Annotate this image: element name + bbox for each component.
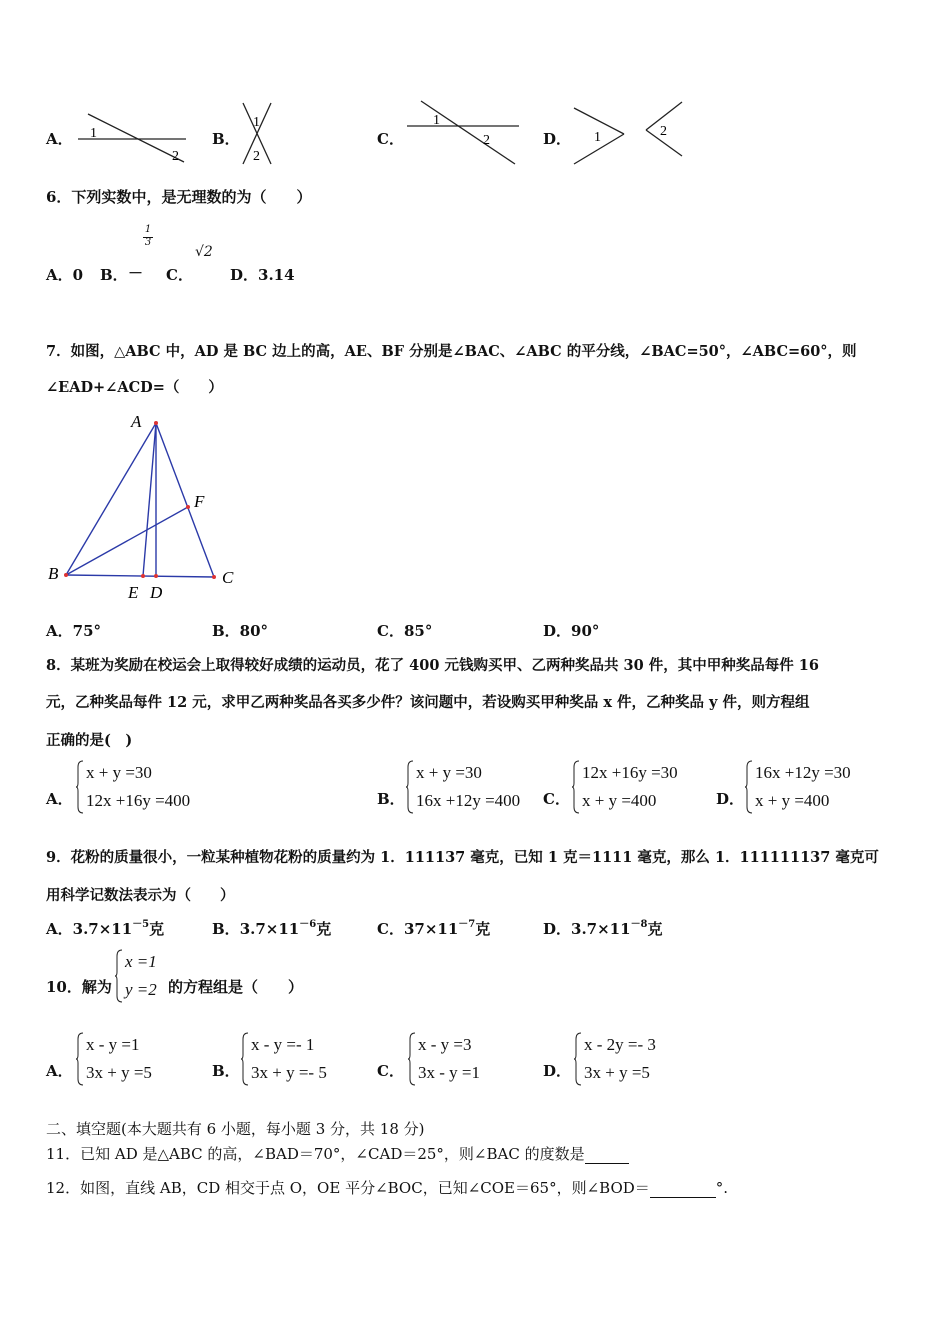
q7-triangle-figure [40, 405, 250, 605]
q11-text: 11．已知 AD 是△ABC 的高，∠BAD＝70°，∠CAD＝25°，则∠BAC 的度数是 [46, 1145, 585, 1163]
q12-line [46, 1177, 728, 1198]
q7-point-c [212, 575, 216, 579]
q9-a-exponent: －5 [132, 919, 150, 930]
q6-option-b-sign: － [128, 264, 144, 282]
q9-c-base: 37×11 [403, 920, 459, 938]
q5-c-transversal-line [421, 101, 515, 164]
q5-c-angle-2: 2 [483, 133, 490, 148]
q10-a-brace [76, 1031, 84, 1087]
q5-a-angle-1: 1 [90, 126, 97, 141]
q10-b-eq1: x - y =- 1 [251, 1035, 315, 1054]
q9-d-base: 3.7×11 [571, 920, 631, 938]
q9-option-b [212, 918, 331, 939]
q6-option-d: D．3.14 [230, 266, 295, 284]
q6-option-a: A．0 [46, 266, 84, 284]
q12-answer-blank[interactable] [650, 1183, 716, 1198]
q8-option-a-system [76, 759, 236, 815]
q8-c-eq1: 12x +16y =30 [582, 763, 678, 782]
q7-option-b: B．80° [212, 622, 269, 640]
q9-d-letter: D． [543, 920, 572, 938]
q7-label-e: E [128, 583, 139, 602]
q6-option-c-letter: C． [166, 266, 193, 284]
q5-option-a-figure [76, 110, 191, 165]
q7-point-e [141, 574, 145, 578]
q10-d-brace [574, 1031, 582, 1087]
q6-option-b-fraction [143, 225, 153, 248]
q10-solution-brace [115, 948, 123, 1004]
q8-a-eq1: x + y =30 [86, 763, 152, 782]
q7-option-d: D．90° [543, 622, 600, 640]
q10-option-a-system [76, 1031, 191, 1087]
q8-c-eq2: x + y =400 [582, 791, 657, 810]
q7-label-a: A [131, 412, 142, 431]
q10-option-b-letter: B． [212, 1062, 240, 1080]
q12-end: °. [715, 1179, 729, 1197]
q8-stem-line1: 8．某班为奖励在校运会上取得较好成绩的运动员，花了 400 元钱购买甲、乙两种奖品共 30 件，其中甲种奖品每件 16 [46, 657, 819, 674]
q6-option-c-sqrt: √2 [195, 244, 213, 260]
q10-solution-y: y =2 [125, 980, 157, 999]
q5-option-d-figure [570, 100, 688, 168]
q9-option-d [543, 918, 663, 939]
q8-stem-line3: 正确的是( ) [46, 732, 133, 749]
q9-d-exponent: －8 [630, 919, 648, 930]
q7-label-b: B [48, 564, 59, 583]
q7-segment-bf [66, 507, 188, 575]
q7-side-ab [66, 423, 156, 575]
q7-segment-ae [143, 423, 156, 576]
q10-option-b-system [241, 1031, 361, 1087]
q8-a-brace [76, 759, 84, 815]
q9-a-unit: 克 [149, 920, 165, 938]
q12-text: 12．如图，直线 AB，CD 相交于点 O，OE 平分∠BOC，已知∠COE＝65°，则∠BOD＝ [46, 1179, 650, 1197]
q5-option-a-letter: A． [46, 130, 73, 148]
q7-label-d: D [150, 583, 163, 602]
q10-c-eq1: x - y =3 [418, 1035, 472, 1054]
q5-c-angle-1: 1 [433, 113, 440, 128]
q5-d-angle-2: 2 [660, 124, 667, 139]
q8-option-b-system [406, 759, 546, 815]
q6-b-numerator: 1 [144, 224, 152, 235]
q6-option-b-letter: B． [100, 266, 128, 284]
q7-stem-line2: ∠EAD+∠ACD=（ ） [46, 379, 223, 396]
q5-d-angle-1: 1 [594, 130, 601, 145]
q10-c-eq2: 3x - y =1 [418, 1063, 480, 1082]
q8-d-brace [745, 759, 753, 815]
q10-b-brace [241, 1031, 249, 1087]
q10-a-eq2: 3x + y =5 [86, 1063, 152, 1082]
q5-b-angle-2: 2 [253, 149, 260, 164]
q10-b-eq2: 3x + y =- 5 [251, 1063, 327, 1082]
q7-side-ac [156, 423, 214, 577]
q9-c-unit: 克 [475, 920, 491, 938]
q9-d-unit: 克 [647, 920, 663, 938]
q9-c-exponent: －7 [458, 919, 476, 930]
q10-option-c-system [408, 1031, 523, 1087]
q8-b-eq2: 16x +12y =400 [416, 791, 521, 810]
q9-b-exponent: －6 [299, 919, 317, 930]
q7-side-bc [66, 575, 214, 577]
q7-label-c: C [222, 568, 234, 587]
q7-point-b [64, 573, 68, 577]
q9-b-unit: 克 [316, 920, 332, 938]
q7-stem-line1: 7．如图，△ABC 中，AD 是 BC 边上的高，AE、BF 分别是∠BAC、∠ABC 的平分线，∠BAC=50°，∠ABC=60°，则 [46, 343, 857, 360]
q8-option-c-letter: C． [543, 790, 570, 808]
q5-a-transversal-line [88, 114, 184, 162]
section2-heading: 二、填空题(本大题共有 6 小题，每小题 3 分，共 18 分) [46, 1120, 425, 1138]
q7-point-d [154, 574, 158, 578]
q9-a-base: 3.7×11 [72, 920, 133, 938]
q10-prefix: 10．解为 [46, 978, 112, 996]
q8-a-eq2: 12x +16y =400 [86, 791, 191, 810]
q9-stem-line1: 9．花粉的质量很小，一粒某种植物花粉的质量约为 1．111137 毫克，已知 1 克＝1111 毫克，那么 1．111111137 毫克可 [46, 849, 879, 866]
q11-answer-blank[interactable] [585, 1149, 629, 1164]
q10-solution-x: x =1 [125, 952, 157, 971]
q5-a-angle-2: 2 [172, 149, 179, 164]
q8-stem-line2: 元，乙种奖品每件 12 元，求甲乙两种奖品各买多少件？该问题中，若设购买甲种奖品 x 件，乙种奖品 y 件，则方程组 [46, 694, 810, 711]
q8-d-eq1: 16x +12y =30 [755, 763, 851, 782]
q5-option-c-figure [405, 98, 523, 168]
q5-option-d-letter: D． [543, 130, 572, 148]
q8-option-c-system [572, 759, 702, 815]
q7-point-a [154, 421, 158, 425]
q7-option-a: A．75° [46, 622, 102, 640]
q5-option-b-figure [237, 100, 277, 168]
q10-option-d-letter: D． [543, 1062, 572, 1080]
q8-option-a-letter: A． [46, 790, 73, 808]
q8-d-eq2: x + y =400 [755, 791, 830, 810]
q9-b-base: 3.7×11 [239, 920, 300, 938]
q9-option-a [46, 918, 164, 939]
q8-option-b-letter: B． [377, 790, 405, 808]
q10-c-brace [408, 1031, 416, 1087]
q11-line [46, 1143, 629, 1164]
q9-b-letter: B． [212, 920, 240, 938]
q10-suffix: 的方程组是（ ） [168, 978, 304, 996]
q8-option-d-letter: D． [716, 790, 745, 808]
q10-d-eq2: 3x + y =5 [584, 1063, 650, 1082]
q7-label-f: F [194, 492, 205, 511]
q9-stem-line2: 用科学记数法表示为（ ） [46, 887, 235, 904]
q7-point-f [186, 505, 190, 509]
q8-c-brace [572, 759, 580, 815]
q7-option-c: C．85° [377, 622, 433, 640]
q10-d-eq1: x - 2y =- 3 [584, 1035, 656, 1054]
q10-option-c-letter: C． [377, 1062, 404, 1080]
q10-option-d-system [574, 1031, 694, 1087]
q5-option-c-letter: C． [377, 130, 404, 148]
q6-stem: 6．下列实数中，是无理数的为（ ） [46, 188, 312, 206]
q10-option-a-letter: A． [46, 1062, 73, 1080]
q8-b-eq1: x + y =30 [416, 763, 482, 782]
q5-option-b-letter: B． [212, 130, 240, 148]
q8-b-brace [406, 759, 414, 815]
q9-c-letter: C． [377, 920, 404, 938]
q9-a-letter: A． [46, 920, 73, 938]
q8-option-d-system [745, 759, 885, 815]
q5-b-angle-1: 1 [253, 115, 260, 130]
q9-option-c [377, 918, 490, 939]
q10-a-eq1: x - y =1 [86, 1035, 140, 1054]
q6-b-denominator: 3 [144, 237, 152, 248]
q10-solution-system [115, 948, 170, 1004]
